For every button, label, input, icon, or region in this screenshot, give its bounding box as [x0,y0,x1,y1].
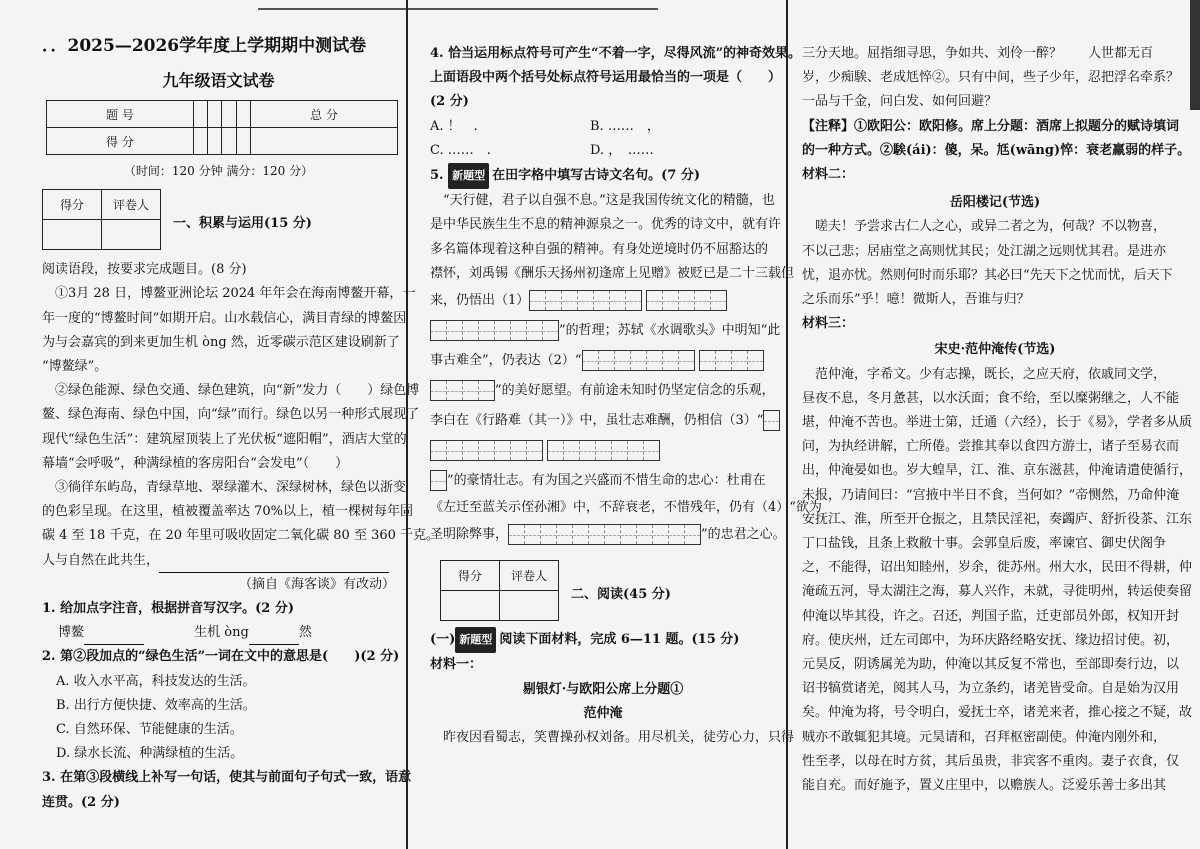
question-4-score: (2 分) [430,94,469,110]
score-cell: 题 号 [47,101,194,128]
grader-score-cell [441,591,500,621]
text-line: 出，仲淹晏如也。岁大蝗旱，江、淮、京东滋甚，仲淹请遣使循行， [802,463,1193,479]
material-3-title: 宋史·范仲淹传(节选) [934,342,1056,358]
material-2-label: 材料二： [802,167,855,183]
text-line: ①3月 28 日，博鳌亚洲论坛 2024 年年会在海南博鳌开幕，一 [42,286,416,302]
question-4-cont: 上面语段中两个括号处标点符号运用最恰当的一项是（ ） [430,70,782,86]
grid-line-5: 李白在《行路难（其一）》中，虽壮志难酬，仍相信（3）“ [430,406,776,436]
score-table [46,100,398,155]
text-line: 仲淹以毕其役，许之。召还，判国子监，迁吏部员外郎，权知开封 [802,608,1180,624]
column-left [0,0,440,849]
text-line: 昼夜不息，冬月惫甚，以水沃面；食不给，至以糜粥继之，人不能 [802,390,1180,406]
text-line: 矣。仲淹为将，号令明白，爱抚士卒，诸羌来者，推心接之不疑，故 [802,705,1193,721]
annotation-line: 【注释】①欧阳公：欧阳修。席上分题：酒席上拟题分的赋诗填词 [802,118,1180,134]
text-line: 是中华民族生生不息的精神源泉之一。优秀的诗文中，就有许 [430,217,782,233]
text-line: 为与会嘉宾的到来更加生机 òng 然，近零碳示范区建设刷新了 [42,334,400,350]
reading-intro: (一) 新题型 阅读下面材料，完成 6—11 题。(15 分) [430,627,776,653]
text-line: 年一度的“博鳌时间”如期开启。山水载信心，满目青绿的博鳌因 [42,310,407,326]
text-line: 嗟夫！予尝求古仁人之心，或异二者之为，何哉？不以物喜， [802,219,1167,235]
section2-title: 二、阅读(45 分) [571,587,671,603]
section1-title: 一、积累与运用(15 分) [173,216,312,232]
text-line: 不以己悲；居庙堂之高则忧其民；处江湖之远则忧其君。是进亦 [802,243,1167,259]
text-line: 未报，乃请间曰：“宫掖中半日不食，当何如？”帝恻然，乃命仲淹 [802,487,1180,503]
text-line: 元昊反，阴诱属羌为助，仲淹以其反复不常也，至部即奏行边，以 [802,657,1180,673]
text-line: 现代“绿色生活”：建筑屋顶装上了光伏板“遮阳帽”，酒店大堂的 [42,431,407,447]
text-line: 的色彩呈现。在这里，植被覆盖率达 70%以上，植一棵树每年固 [42,504,414,520]
text-line: 多名篇体现着这种自强的精神。有身处逆境时仍不屈豁达的 [430,241,769,257]
question-4: 4. 恰当运用标点符号可产生“不着一字，尽得风流”的神奇效果。 [430,46,802,61]
column-right [786,0,1200,849]
option-c: C. 自然环保、节能健康的生活。 [56,722,243,738]
text-line: 襟怀，刘禹锡《酬乐天扬州初逢席上见赠》被贬已是二十三载但 [430,265,795,281]
text-line: 府。使庆州，迁左司郎中，为环庆路经略安抚、缘边招讨使。初， [802,632,1180,648]
grid-line-7: ”的豪情壮志。有为国之兴盛而不惜生命的忠心：杜甫在 [430,466,776,496]
score-cell [208,101,222,128]
option-a: A. 收入水平高，科技发达的生活。 [56,673,256,689]
tianzige-grid[interactable] [582,350,695,371]
poem-author: 范仲淹 [583,705,623,721]
grid-line-2: ”的哲理；苏轼《水调歌头》中明知“此 [430,316,776,346]
grid-line-6 [430,436,776,466]
grader-score-label: 得分 [441,561,500,591]
text-line: ③徜徉东屿岛，青绿草地、翠绿灌木、深绿树林，绿色以浙变 [42,480,407,496]
text-line: 碳 4 至 18 千克，在 20 年里可吸收固定二氧化碳 80 至 360 千克。 [42,528,440,544]
question-3: 3. 在第③段横线上补写一句话，使其与前面句子句式一致，语意 [42,770,412,786]
annotation-line: 的一种方式。②騃(ái)：傻，呆。尪(wāng)悴：衰老羸弱的样子。 [802,142,1191,158]
text-line: 堪，仲淹不苦也。举进士第，迁通（六经），长于《易》，学者多从质 [802,415,1193,431]
question-5: 5. 新题型 在田字格中填写古诗文名句。(7 分) [430,163,776,189]
grader-name-label: 评卷人 [500,561,559,591]
tianzige-grid[interactable] [529,290,642,311]
grid-line-3: 事古难全”，仍表达（2）“ [430,346,776,376]
source-note: （摘自《海客谈》有改动） [238,576,395,592]
text-line: 一品与千金，问白发、如何回避？ [802,94,998,110]
score-cell [236,128,250,155]
tianzige-grid[interactable] [430,380,495,401]
tianzige-grid[interactable] [430,320,559,341]
text-line: 安抚江、淮，所至开仓振之，且禁民淫祀，奏蠲庐、舒折役茶、江东 [802,511,1193,527]
grader-name-cell [102,220,161,250]
score-cell: 得 分 [47,128,194,155]
question-2: 2. 第②段加点的“绿色生活”一词在文中的意思是( )(2 分) [42,649,400,665]
tianzige-grid[interactable] [699,350,764,371]
text-line: 之，不能得，诏出知睦州，岁余，徙苏州。州大水，民田不得耕，仲 [802,560,1193,576]
text-line: 丁口盐钱，且条上救敝十事。会郭皇后废，率谏官、御史伏阁争 [802,536,1167,552]
text-line: 能自充。而好施予，置义庄里中，以赡族人。泛爱乐善士多出其 [802,778,1167,794]
text-line: 诏书犒赏诸羌，阅其人马，为立条约，诸羌皆受命。自是始为汉用 [802,681,1180,697]
grid-line-8: 圣明除弊事， ”的忠君之心。 [430,520,776,550]
option-d: D. 绿水长流、种满绿植的生活。 [56,746,244,762]
q1-blanks: 博鳌 生机 òng 然 [42,621,395,645]
score-cell [251,128,398,155]
exam-header-title: ．．2025—2026学年度上学期期中测试卷 [42,36,367,56]
grader-name-label: 评卷人 [102,190,161,220]
text-line: ②绿色能源、绿色交通、绿色建筑，向“新”发力（ ）绿色博 [42,383,420,399]
material-2-title: 岳阳楼记(节选) [949,195,1041,211]
option-b: B. 出行方便快捷、效率高的生活。 [56,697,256,713]
text-line: 问，为执经讲解，亡所倦。尝推其奉以食四方游士，诸子至易衣而 [802,439,1180,455]
text-line: 《左迁至蓝关示侄孙湘》中，不辞衰老，不惜残年，仍有（4）“欲为 [430,500,822,516]
grader-score-label: 得分 [43,190,102,220]
tianzige-grid[interactable] [646,290,727,311]
score-cell [222,128,236,155]
poem-title: 剔银灯·与欧阳公席上分题① [522,681,684,697]
time-info: （时间：120 分钟 满分：120 分） [123,164,314,178]
text-line: 贼亦不敢辄犯其境。元昊请和，召拜枢密副使。仲淹内刚外和， [802,729,1167,745]
score-cell [236,101,250,128]
material-1-label: 材料一： [430,657,483,673]
score-cell [208,128,222,155]
tianzige-grid[interactable] [430,440,543,461]
score-cell [193,128,207,155]
score-cell: 总 分 [251,101,398,128]
text-line: 三分天地。屈指细寻思，争如共、刘伶一醉？ 人世都无百 [802,46,1154,61]
text-line: 淹疏五河，导太湖注之海，募人兴作，未就，寻徙明州，转运使奏留 [802,584,1193,600]
text-line: 岁，少痴騃、老成尪悴②。只有中间，些子少年，忍把浮名牵系？ [802,70,1180,86]
new-type-badge: 新题型 [448,163,489,189]
tianzige-grid[interactable] [508,524,701,545]
subject-title: 九年级语文试卷 [162,71,275,90]
text-line: 范仲淹，字希文。少有志操，既长，之应天府，依戚同文学， [802,366,1167,382]
text-line: 鳌、绿色海南、绿色中国，向“绿”而行。绿色以另一种形式展现了 [42,407,420,423]
tianzige-grid[interactable] [547,440,660,461]
grader-score-cell [43,220,102,250]
text-line: 性至孝，以母在时方贫，其后虽贵，非宾客不重肉。妻子衣食，仅 [802,753,1180,769]
q4-options-row1: A. ！ . B. …… ， [430,118,660,134]
grader-table [42,189,161,250]
material-3-label: 材料三： [802,316,855,332]
poem-line: 昨夜因看蜀志，笑曹操孙权刘备。用尽机关，徒劳心力，只得 [430,730,795,746]
text-line: 之乐而乐”乎！噫！微斯人，吾谁与归？ [802,292,1030,308]
grader-table [440,560,559,621]
text-line: 忧，退亦忧。然则何时而乐耶？其必曰“先天下之忧而忧，后天下 [802,267,1173,283]
q4-options-row2: C. …… . D. ， …… [430,142,654,158]
tianzige-grid[interactable] [763,410,780,431]
text-line: 人与自然在此共生， [42,549,395,573]
grid-line-1: 来，仍悟出（1） [430,286,776,316]
grader-name-cell [500,591,559,621]
tianzige-grid[interactable] [430,470,447,491]
text-line: “博鳌绿”。 [42,359,108,375]
score-cell [193,101,207,128]
question-3-cont: 连贯。(2 分) [42,794,120,810]
text-line: 幕墙“会呼吸”，种满绿植的客房阳台“会发电”（ ） [42,455,349,471]
column-middle [406,0,822,849]
question-1: 1. 给加点字注音，根据拼音写汉字。(2 分) [42,601,294,617]
score-cell [222,101,236,128]
grid-line-4: ”的美好愿望。有前途未知时仍坚定信念的乐观， [430,376,776,406]
text-line: “天行健，君子以自强不息。”这是我国传统文化的精髓，也 [430,193,775,209]
new-type-badge: 新题型 [455,627,496,653]
text-line: 阅读语段，按要求完成题目。(8 分) [42,262,247,278]
